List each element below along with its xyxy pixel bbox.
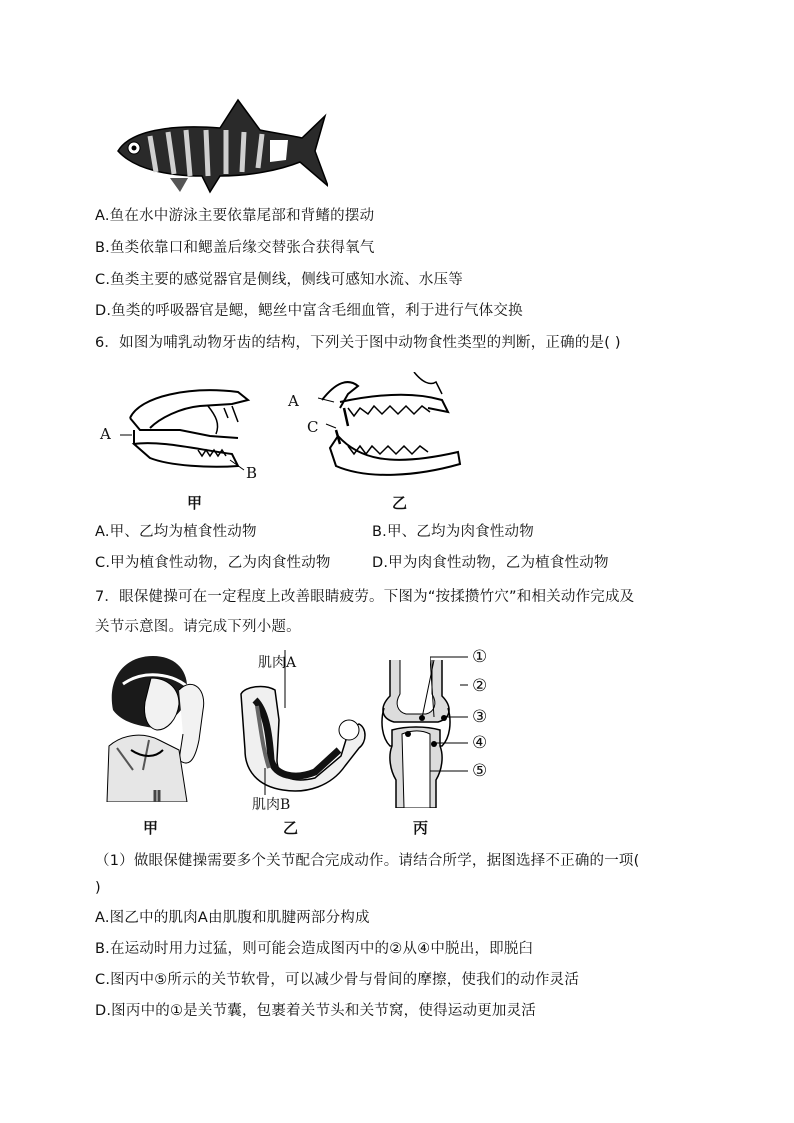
q5-option-a: A.鱼在水中游泳主要依靠尾部和背鳍的摆动 (95, 208, 375, 224)
caption-bing-q7: 丙 (413, 819, 429, 837)
caption-yi-q7: 乙 (283, 819, 299, 837)
q7-sub1-stem-line1: （1）做眼保健操需要多个关节配合完成动作。请结合所学，据图选择不正确的一项( (95, 853, 640, 869)
q6-option-b: B.甲、乙均为肉食性动物 (372, 524, 534, 540)
joint-leader-lines (430, 655, 475, 780)
q7-sub1-option-a: A.图乙中的肌肉A由肌腹和肌腱两部分构成 (95, 910, 370, 926)
label-muscle-a: 肌肉A (258, 655, 297, 671)
fig-label-a: A (100, 425, 111, 443)
joint-marker-2: ② (472, 676, 488, 696)
fig-label-a2: A (288, 392, 299, 410)
carnivore-skull-figure (318, 372, 463, 490)
q6-option-a: A.甲、乙均为植食性动物 (95, 524, 257, 540)
arm-muscle-figure (235, 650, 375, 795)
q7-sub1-stem-line2: ) (95, 880, 101, 896)
q7-stem-line2: 关节示意图。请完成下列小题。 (95, 619, 301, 635)
fig-label-c: C (307, 418, 319, 436)
q6-option-d: D.甲为肉食性动物，乙为植食性动物 (372, 555, 609, 571)
joint-marker-5: ⑤ (472, 761, 488, 781)
joint-marker-4: ④ (472, 733, 488, 753)
joint-marker-1: ① (472, 647, 488, 667)
q7-sub1-option-c: C.图丙中⑤所示的关节软骨，可以减少骨与骨间的摩擦，使我们的动作灵活 (95, 972, 580, 988)
girl-eye-exercise-figure (103, 650, 213, 802)
q7-stem-line1: 7．眼保健操可在一定程度上改善眼睛疲劳。下图为“按揉攒竹穴”和相关动作完成及 (95, 589, 635, 605)
caption-jia-q7: 甲 (143, 819, 159, 837)
joint-marker-3: ③ (472, 707, 488, 727)
fish-illustration (110, 96, 328, 196)
q5-option-d: D.鱼类的呼吸器官是鳃，鳃丝中富含毛细血管，利于进行气体交换 (95, 303, 523, 319)
q7-sub1-option-b: B.在运动时用力过猛，则可能会造成图丙中的②从④中脱出，即脱臼 (95, 941, 534, 957)
q6-option-c: C.甲为植食性动物，乙为肉食性动物 (95, 555, 331, 571)
caption-jia-q6: 甲 (187, 494, 203, 512)
q6-stem: 6．如图为哺乳动物牙齿的结构，下列关于图中动物食性类型的判断，正确的是( ) (95, 335, 621, 351)
q7-sub1-option-d: D.图丙中的①是关节囊，包裹着关节头和关节窝，使得运动更加灵活 (95, 1003, 536, 1019)
fig-label-b: B (246, 464, 258, 482)
caption-yi-q6: 乙 (392, 494, 408, 512)
q5-option-b: B.鱼类依靠口和鳃盖后缘交替张合获得氧气 (95, 240, 375, 256)
q5-option-c: C.鱼类主要的感觉器官是侧线，侧线可感知水流、水压等 (95, 272, 463, 288)
herbivore-skull-figure (120, 378, 260, 488)
label-muscle-b: 肌肉B (252, 797, 291, 813)
